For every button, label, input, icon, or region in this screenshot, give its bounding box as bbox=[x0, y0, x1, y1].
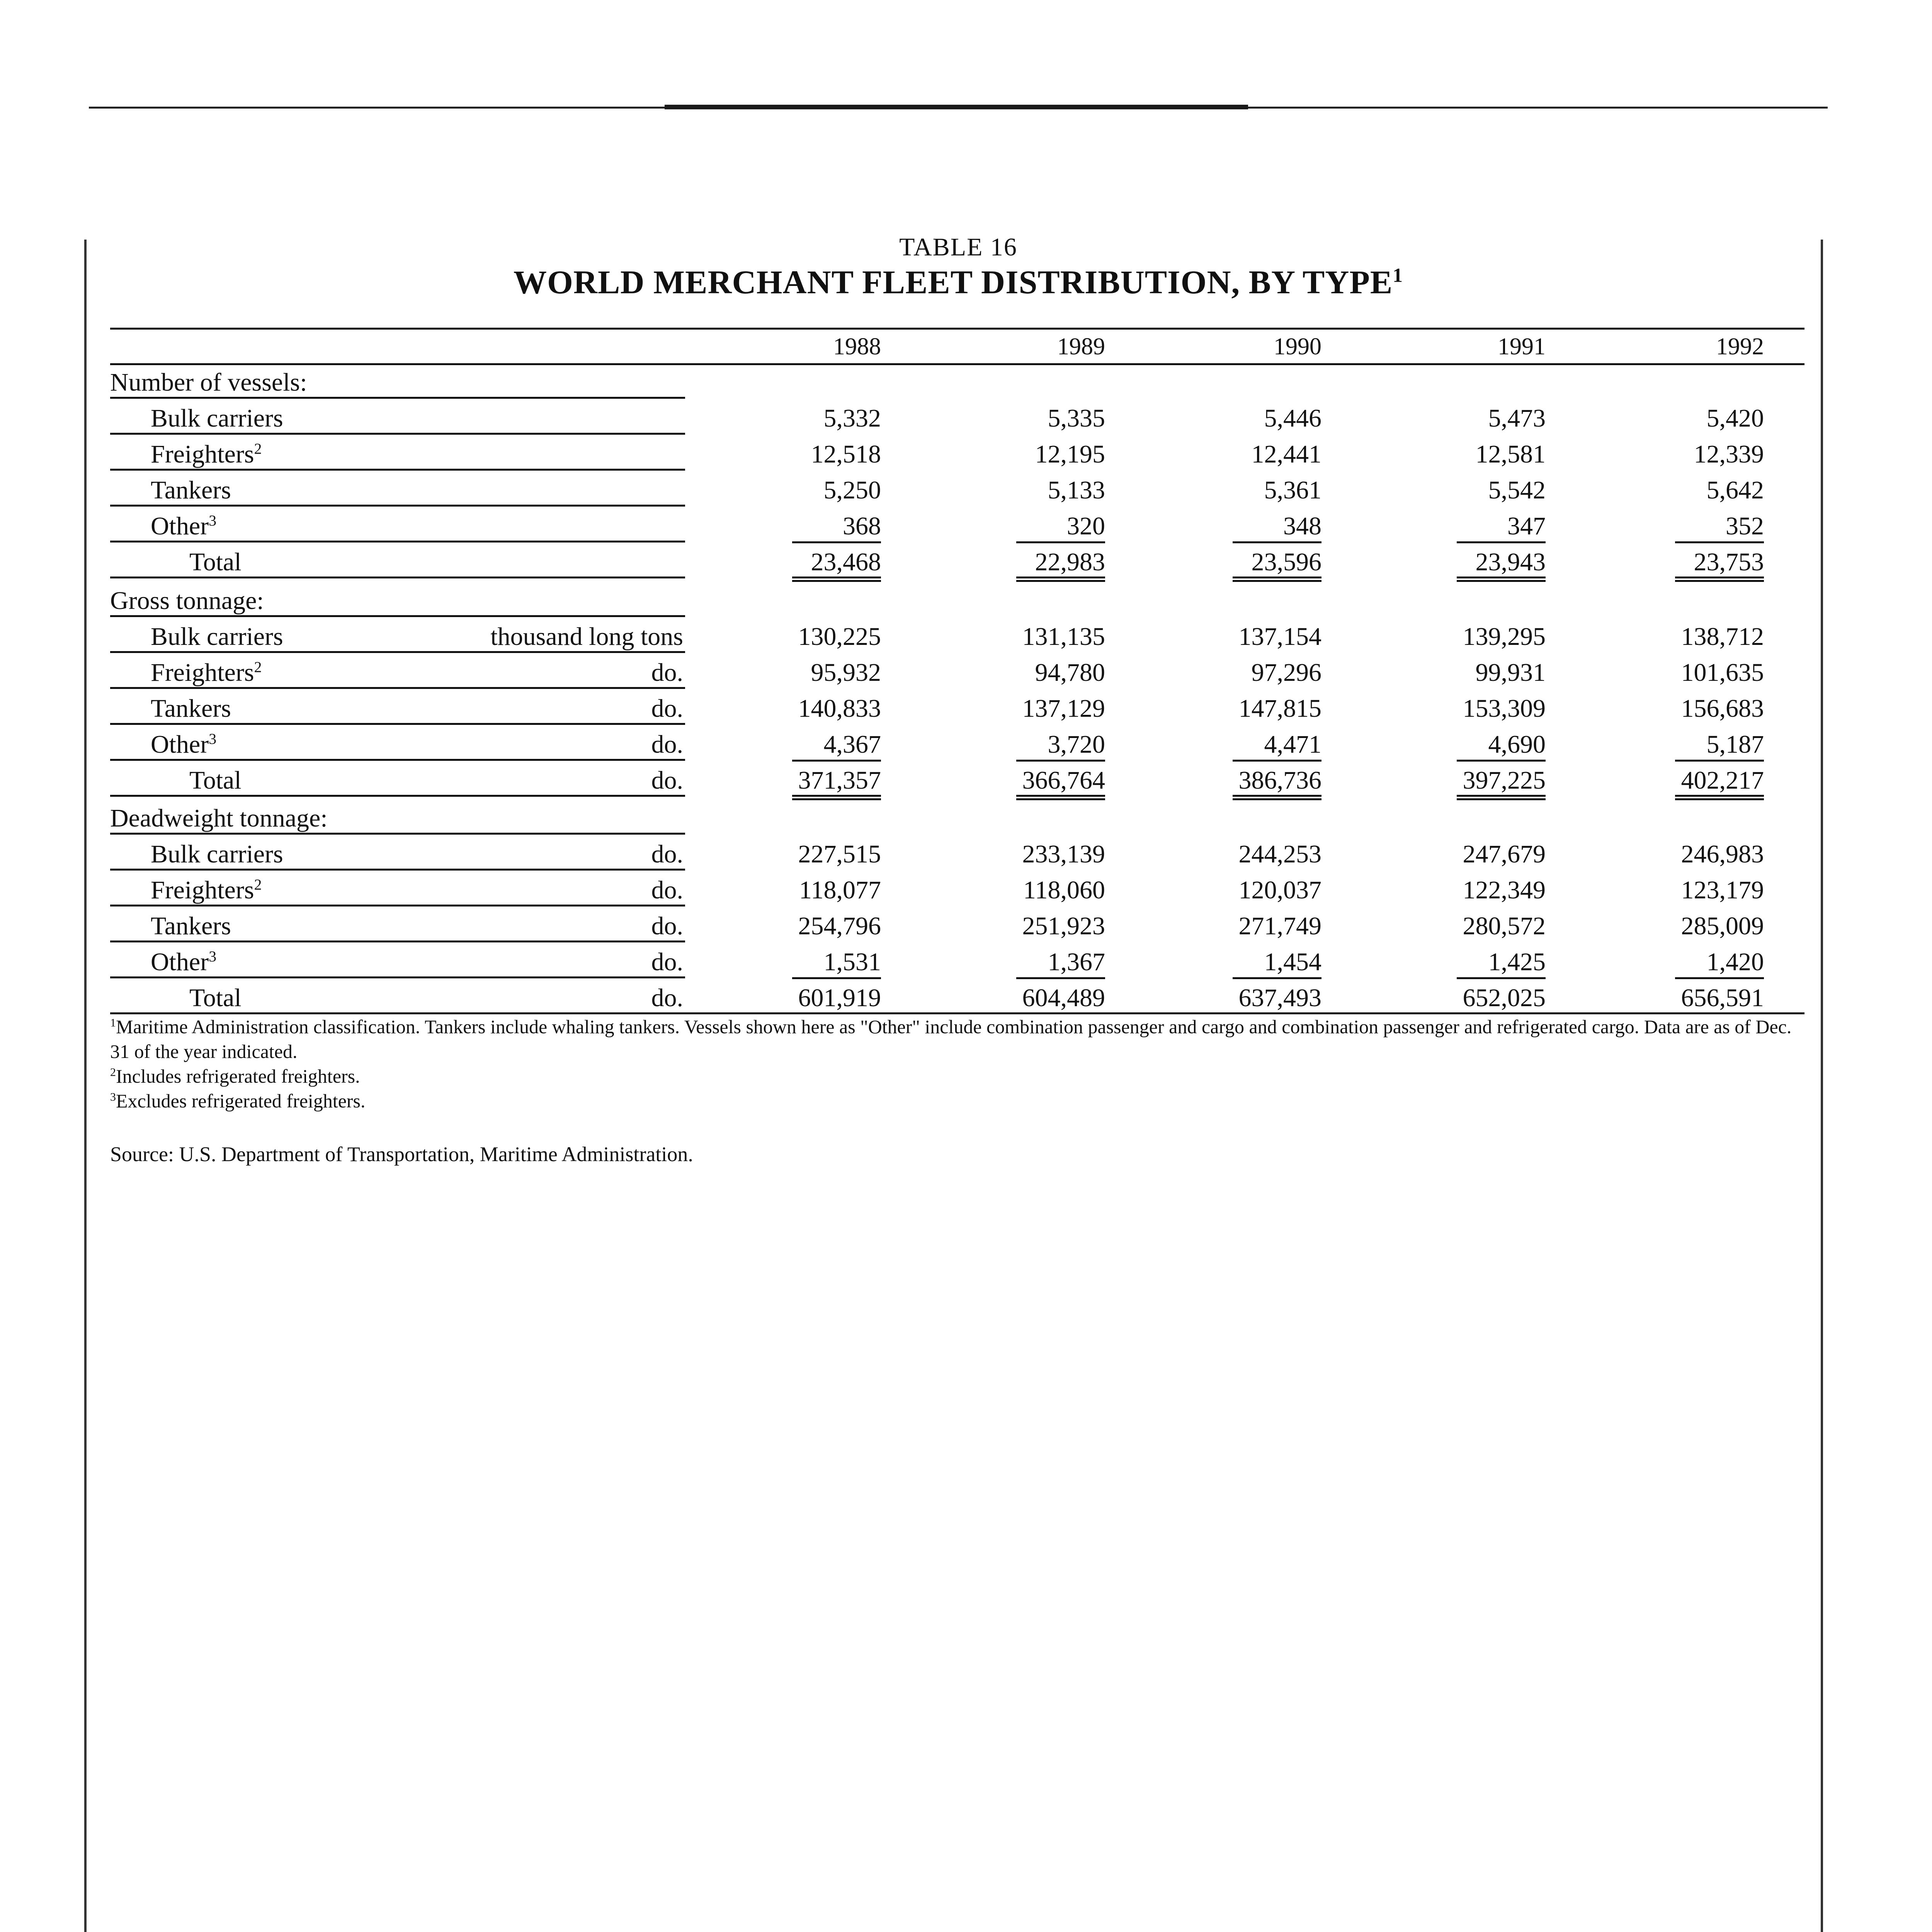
table-cell: 5,420 bbox=[1706, 404, 1764, 432]
table-cell: 137,129 bbox=[1022, 694, 1105, 723]
unit-label: do. bbox=[651, 730, 683, 759]
table-cell: 1,367 bbox=[1016, 949, 1105, 979]
table-cell: 4,471 bbox=[1233, 731, 1321, 762]
row-label-text: Freighters bbox=[151, 658, 254, 687]
table-cell: 12,518 bbox=[811, 440, 881, 468]
row-label-text: Tankers bbox=[151, 694, 231, 723]
table-cell: 271,749 bbox=[1238, 912, 1321, 940]
table-cell: 12,195 bbox=[1035, 440, 1105, 468]
table-cell: 601,919 bbox=[798, 984, 881, 1012]
row-rule bbox=[110, 469, 685, 471]
row-label bbox=[151, 695, 231, 722]
table-cell: 5,642 bbox=[1706, 476, 1764, 504]
row-label bbox=[151, 623, 283, 650]
table-cell: 347 bbox=[1457, 513, 1546, 543]
table-cell: 280,572 bbox=[1463, 912, 1546, 940]
table-cell: 131,135 bbox=[1022, 622, 1105, 651]
table-cell: 5,473 bbox=[1488, 404, 1546, 432]
footnote-text: Maritime Administration classification. Tankers include whaling tankers. Vessels shown here as "Other" include combination passenger and cargo and combination passenger and refrigerated cargo. Data are as of Dec. 31 of the year indicated. bbox=[110, 1016, 1792, 1062]
year-header-1991: 1991 bbox=[1498, 333, 1546, 360]
section-rule bbox=[110, 397, 685, 399]
table-cell: 99,931 bbox=[1475, 658, 1546, 687]
footnote-1 bbox=[110, 1014, 1803, 1064]
row-rule bbox=[110, 433, 685, 435]
row-rule bbox=[110, 687, 685, 689]
table-cell: 402,217 bbox=[1675, 767, 1764, 800]
table-cell: 320 bbox=[1016, 513, 1105, 543]
table-cell: 139,295 bbox=[1463, 622, 1546, 651]
table-cell: 366,764 bbox=[1016, 767, 1105, 800]
top-rule-accent bbox=[665, 105, 1248, 109]
year-header-1992: 1992 bbox=[1716, 333, 1764, 360]
row-label bbox=[151, 877, 262, 904]
table-cell: 22,983 bbox=[1016, 549, 1105, 582]
table-cell: 4,367 bbox=[792, 731, 881, 762]
row-label-text: Bulk carriers bbox=[151, 622, 283, 651]
row-label bbox=[189, 985, 242, 1012]
right-margin-line bbox=[1821, 240, 1823, 1932]
table-cell: 1,454 bbox=[1233, 949, 1321, 979]
table-cell: 12,339 bbox=[1694, 440, 1764, 468]
row-label bbox=[151, 513, 216, 540]
source-note: Source: U.S. Department of Transportation, Maritime Administration. bbox=[110, 1143, 693, 1166]
table-cell: 5,361 bbox=[1264, 476, 1321, 504]
table-cell: 12,441 bbox=[1251, 440, 1321, 468]
table-cell: 5,250 bbox=[823, 476, 881, 504]
table-title bbox=[108, 263, 1808, 301]
row-label bbox=[189, 549, 242, 576]
row-label-text: Tankers bbox=[151, 476, 231, 504]
row-label-text: Total bbox=[189, 548, 242, 576]
footnotes bbox=[110, 1014, 1803, 1113]
left-margin-line bbox=[84, 240, 87, 1932]
footnote-2 bbox=[110, 1064, 1803, 1088]
row-label-text: Total bbox=[189, 766, 242, 794]
table-cell: 251,923 bbox=[1022, 912, 1105, 940]
table-heading bbox=[108, 232, 1808, 301]
table-cell: 120,037 bbox=[1238, 876, 1321, 904]
table-cell: 246,983 bbox=[1681, 840, 1764, 868]
row-label-superscript: 2 bbox=[254, 876, 262, 893]
row-label-text: Other bbox=[151, 948, 209, 976]
table-cell: 94,780 bbox=[1035, 658, 1105, 687]
table-cell: 95,932 bbox=[811, 658, 881, 687]
table-cell: 254,796 bbox=[798, 912, 881, 940]
table-cell: 5,542 bbox=[1488, 476, 1546, 504]
footnote-mark: 2 bbox=[110, 1066, 116, 1079]
row-rule bbox=[110, 723, 685, 725]
footnote-3 bbox=[110, 1088, 1803, 1113]
row-rule bbox=[110, 795, 685, 797]
table-cell: 156,683 bbox=[1681, 694, 1764, 723]
section-label: Number of vessels: bbox=[110, 368, 307, 396]
table-label: TABLE 16 bbox=[899, 233, 1017, 261]
table-cell: 244,253 bbox=[1238, 840, 1321, 868]
table-cell: 23,596 bbox=[1233, 549, 1321, 582]
year-header-1988: 1988 bbox=[833, 333, 881, 360]
table-cell: 652,025 bbox=[1463, 984, 1546, 1012]
table-cell: 397,225 bbox=[1457, 767, 1546, 800]
row-label-text: Bulk carriers bbox=[151, 404, 283, 432]
table-cell: 233,139 bbox=[1022, 840, 1105, 868]
table-cell: 122,349 bbox=[1463, 876, 1546, 904]
table-cell: 5,332 bbox=[823, 404, 881, 432]
table-cell: 285,009 bbox=[1681, 912, 1764, 940]
unit-label: do. bbox=[651, 876, 683, 904]
footnote-text: Includes refrigerated freighters. bbox=[116, 1065, 360, 1087]
table-top-rule bbox=[110, 328, 1804, 330]
table-cell: 118,077 bbox=[799, 876, 881, 904]
table-cell: 137,154 bbox=[1238, 622, 1321, 651]
row-label bbox=[151, 949, 216, 976]
table-cell: 5,187 bbox=[1675, 731, 1764, 762]
table-cell: 130,225 bbox=[798, 622, 881, 651]
header-bottom-rule bbox=[110, 363, 1804, 365]
year-header-1989: 1989 bbox=[1057, 333, 1105, 360]
table-cell: 101,635 bbox=[1681, 658, 1764, 687]
table-title-superscript: 1 bbox=[1393, 264, 1403, 287]
row-rule bbox=[110, 869, 685, 871]
table-cell: 656,591 bbox=[1681, 984, 1764, 1012]
unit-label: do. bbox=[651, 984, 683, 1012]
table-cell: 247,679 bbox=[1463, 840, 1546, 868]
table-cell: 371,357 bbox=[792, 767, 881, 800]
row-rule bbox=[110, 976, 685, 978]
row-label-superscript: 3 bbox=[209, 730, 217, 747]
table-cell: 5,133 bbox=[1048, 476, 1105, 504]
row-rule bbox=[110, 905, 685, 906]
table-cell: 348 bbox=[1233, 513, 1321, 543]
row-label bbox=[189, 767, 242, 794]
table-cell: 138,712 bbox=[1681, 622, 1764, 651]
section-rule bbox=[110, 615, 685, 617]
row-label bbox=[151, 913, 231, 940]
table-cell: 23,753 bbox=[1675, 549, 1764, 582]
row-label-superscript: 2 bbox=[254, 440, 262, 457]
row-label bbox=[151, 477, 231, 504]
row-rule bbox=[110, 940, 685, 942]
table-cell: 368 bbox=[792, 513, 881, 543]
row-label-text: Freighters bbox=[151, 440, 254, 468]
table-cell: 3,720 bbox=[1016, 731, 1105, 762]
table-title-text: WORLD MERCHANT FLEET DISTRIBUTION, BY TYPE bbox=[513, 264, 1393, 301]
row-label-text: Freighters bbox=[151, 876, 254, 904]
table-cell: 153,309 bbox=[1463, 694, 1546, 723]
table-cell: 1,425 bbox=[1457, 949, 1546, 979]
table-cell: 5,446 bbox=[1264, 404, 1321, 432]
row-label-text: Other bbox=[151, 512, 209, 540]
table-cell: 637,493 bbox=[1238, 984, 1321, 1012]
table-cell: 1,531 bbox=[792, 949, 881, 979]
table-cell: 23,468 bbox=[792, 549, 881, 582]
unit-label: do. bbox=[651, 766, 683, 794]
footnote-text: Excludes refrigerated freighters. bbox=[116, 1090, 366, 1112]
row-label-text: Other bbox=[151, 730, 209, 759]
table-cell: 386,736 bbox=[1233, 767, 1321, 800]
row-label bbox=[151, 731, 216, 758]
table-cell: 604,489 bbox=[1022, 984, 1105, 1012]
row-label-text: Bulk carriers bbox=[151, 840, 283, 868]
row-label-text: Total bbox=[189, 984, 242, 1012]
row-label bbox=[151, 405, 283, 432]
unit-label: thousand long tons bbox=[490, 622, 683, 651]
row-label bbox=[151, 441, 262, 468]
footnote-mark: 1 bbox=[110, 1016, 116, 1029]
row-label-superscript: 3 bbox=[209, 948, 217, 965]
table-cell: 227,515 bbox=[798, 840, 881, 868]
table-cell: 147,815 bbox=[1238, 694, 1321, 723]
row-rule bbox=[110, 541, 685, 543]
table-cell: 5,335 bbox=[1048, 404, 1105, 432]
unit-label: do. bbox=[651, 948, 683, 976]
table-cell: 118,060 bbox=[1023, 876, 1105, 904]
footnote-mark: 3 bbox=[110, 1090, 116, 1104]
row-rule bbox=[110, 651, 685, 653]
table-cell: 123,179 bbox=[1681, 876, 1764, 904]
unit-label: do. bbox=[651, 694, 683, 723]
table-cell: 4,690 bbox=[1457, 731, 1546, 762]
unit-label: do. bbox=[651, 912, 683, 940]
table-cell: 352 bbox=[1675, 513, 1764, 543]
row-label-superscript: 3 bbox=[209, 512, 217, 529]
year-header-1990: 1990 bbox=[1274, 333, 1321, 360]
row-rule bbox=[110, 505, 685, 507]
row-label bbox=[151, 841, 283, 868]
row-label-text: Tankers bbox=[151, 912, 231, 940]
table-cell: 97,296 bbox=[1251, 658, 1321, 687]
table-cell: 23,943 bbox=[1457, 549, 1546, 582]
section-rule bbox=[110, 833, 685, 835]
row-rule bbox=[110, 759, 685, 761]
section-label: Deadweight tonnage: bbox=[110, 804, 328, 832]
table-cell: 140,833 bbox=[798, 694, 881, 723]
table-cell: 1,420 bbox=[1675, 949, 1764, 979]
unit-label: do. bbox=[651, 840, 683, 868]
row-label bbox=[151, 659, 262, 686]
table-cell: 12,581 bbox=[1475, 440, 1546, 468]
section-label: Gross tonnage: bbox=[110, 587, 264, 615]
row-label-superscript: 2 bbox=[254, 658, 262, 675]
unit-label: do. bbox=[651, 658, 683, 687]
row-rule bbox=[110, 577, 685, 578]
